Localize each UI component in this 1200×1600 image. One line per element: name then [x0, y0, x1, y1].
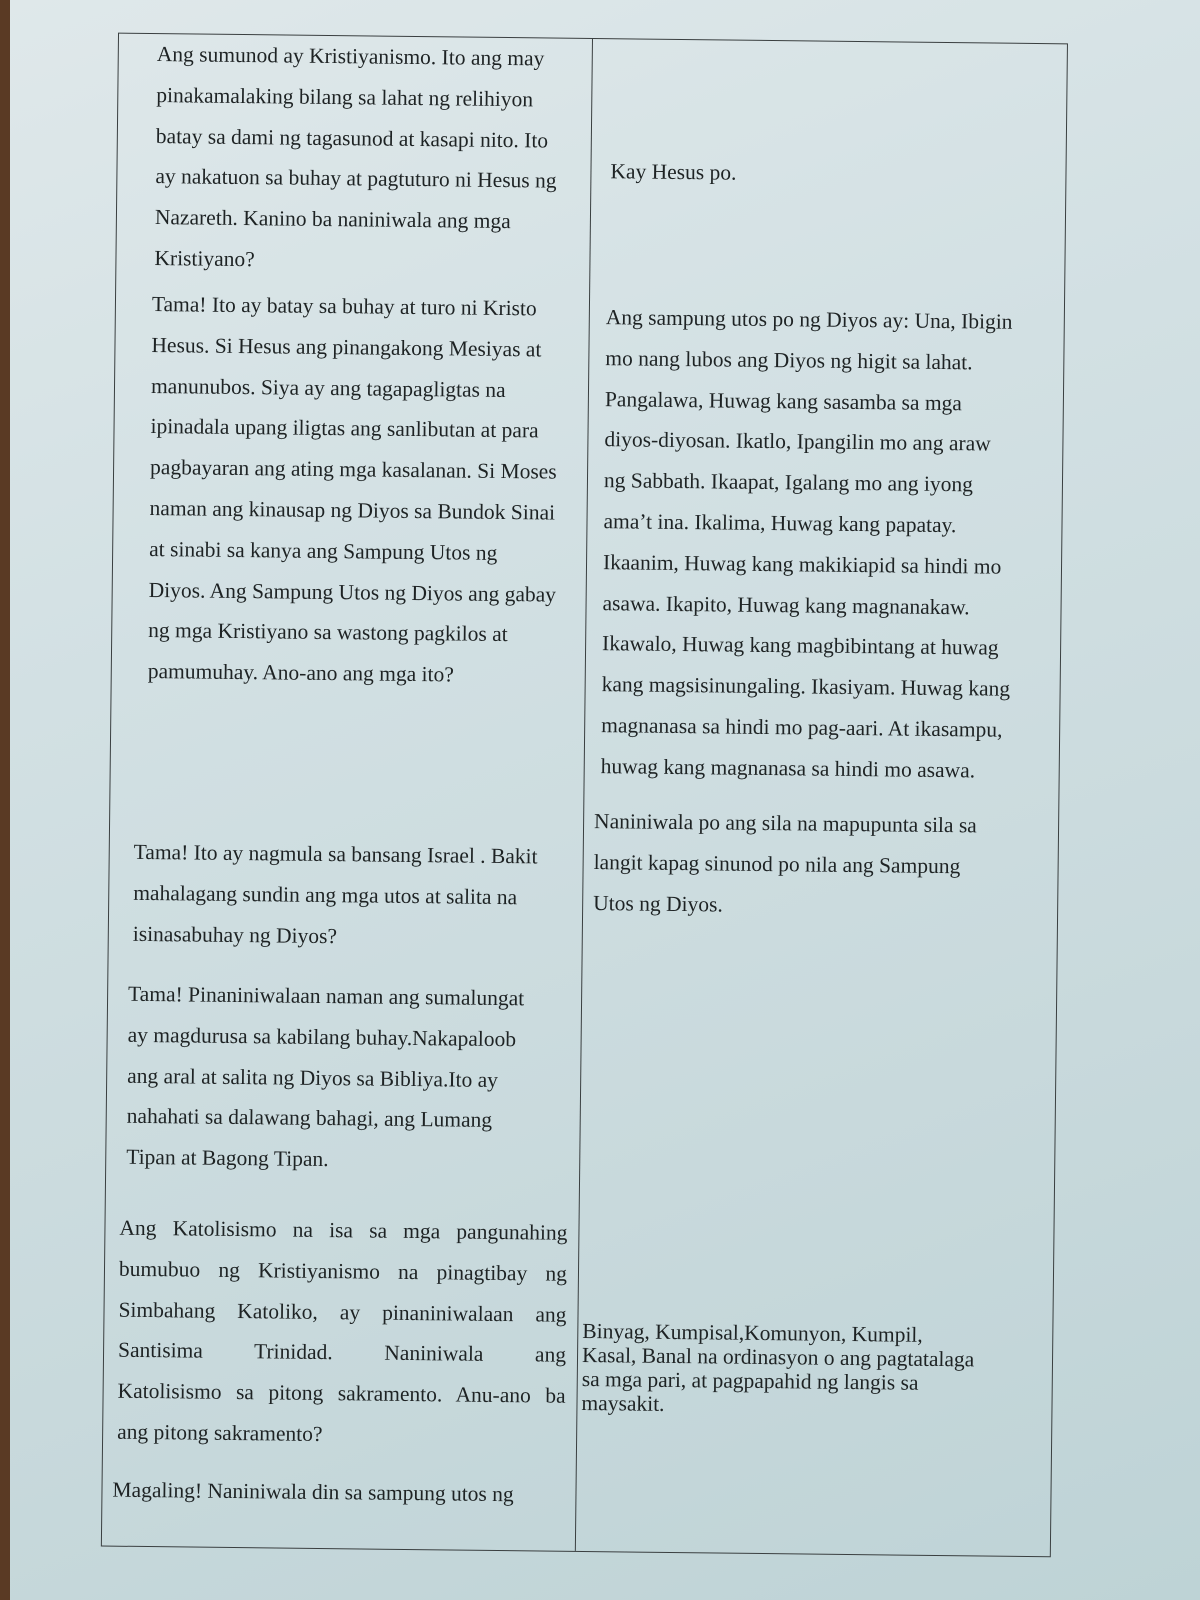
text-line: Katolisismo sa pitong sakramento. Anu-ano ba: [117, 1378, 566, 1408]
text-line: Hesus. Si Hesus ang pinangakong Mesiyas at: [151, 332, 542, 362]
answer-cell-1: [610, 151, 736, 193]
text-line: Tama! Ito ay nagmula sa bansang Israel . Bakit: [133, 839, 538, 869]
text-line: ama’t ina. Ikalima, Huwag kang papatay.: [603, 509, 957, 538]
text-line: manunubos. Siya ay ang tagapagligtas na: [150, 373, 506, 402]
text-line: naman ang kinausap ng Diyos sa Bundok Sinai: [149, 495, 556, 525]
text-line: mahalagang sundin ang mga utos at salita na: [133, 880, 518, 909]
text-line: isinasabuhay ng Diyos?: [132, 921, 338, 948]
text-line: Naniniwala po ang sila na mapupunta sila sa: [593, 809, 977, 838]
text-line: Ikawalo, Huwag kang magbibintang at huwag: [601, 631, 999, 661]
text-line: sa mga pari, at pagpapahid ng langis sa: [581, 1366, 919, 1395]
text-line: Pangalawa, Huwag kang sasamba sa mga: [604, 386, 963, 415]
text-line: maysakit.: [581, 1390, 665, 1416]
text-line: Simbahang Katoliko, ay pinaniniwalaan ang: [118, 1297, 567, 1327]
text-line: asawa. Ikapito, Huwag kang magnanakaw.: [602, 590, 970, 619]
text-line: magnanasa sa hindi mo pag-aari. At ikasampu,: [601, 713, 1003, 742]
text-line: Nazareth. Kanino ba naniniwala ang mga: [154, 205, 511, 234]
text-line: ipinadala upang iligtas ang sanlibutan at para: [150, 414, 539, 443]
question-cell-5: [117, 1208, 568, 1458]
text-line: langit kapag sinunod po nila ang Sampung: [593, 849, 961, 879]
text-line: Diyos. Ang Sampung Utos ng Diyos ang gabay: [148, 577, 557, 607]
text-line: Ang Katolisismo na isa sa mga pangunahing: [119, 1215, 568, 1245]
text-line: ang aral at salita ng Diyos sa Bibliya.Ito ay: [127, 1063, 499, 1092]
paper-sheet: [10, 0, 1200, 1600]
text-line: pinakamalaking bilang sa lahat ng relihiyon: [156, 82, 534, 112]
text-line: Binyag, Kumpisal,Komunyon, Kumpil,: [582, 1318, 923, 1347]
text-line: mo nang lubos ang Diyos ng higit sa lahat.: [605, 345, 973, 375]
text-line: pagbayaran ang ating mga kasalanan. Si Moses: [149, 455, 557, 484]
answer-cell-2: [601, 297, 1015, 791]
text-line: Ang sampung utos po ng Diyos ay: Una, Ibigin: [605, 305, 1013, 334]
text-line: batay sa dami ng tagasunod at kasapi nito. Ito: [155, 123, 549, 153]
text-line: Kay Hesus po.: [610, 159, 737, 185]
question-cell-2: [148, 284, 560, 697]
text-line: Utos ng Diyos.: [593, 890, 723, 917]
text-line: Ikaanim, Huwag kang makikiapid sa hindi mo: [602, 549, 1002, 579]
text-line: ng mga Kristiyano sa wastong pagkilos at: [148, 618, 508, 647]
question-cell-4: [126, 974, 524, 1182]
text-line: Santisima Trinidad. Naniniwala ang: [117, 1338, 567, 1368]
text-line: kang magsisinungaling. Ikasiyam. Huwag kang: [601, 672, 1011, 701]
text-line: Kasal, Banal na ordinasyon o ang pagtatalaga: [581, 1342, 975, 1372]
text-line: Kristiyano?: [154, 246, 255, 272]
text-line: diyos-diyosan. Ikatlo, Ipangilin mo ang araw: [604, 427, 991, 456]
text-line: Magaling! Naniniwala din sa sampung utos ng: [112, 1477, 514, 1507]
text-line: Ang sumunod ay Kristiyanismo. Ito ang may: [156, 42, 545, 71]
text-line: Tama! Ito ay batay sa buhay at turo ni Kristo: [151, 292, 537, 321]
text-line: nahahati sa dalawang bahagi, ang Lumang: [126, 1104, 493, 1133]
text-line: Tipan at Bagong Tipan.: [126, 1144, 329, 1172]
question-cell-1: [154, 34, 558, 283]
question-cell-6: [112, 1470, 514, 1515]
text-line: pamumuhay. Ano-ano ang mga ito?: [147, 659, 455, 687]
question-cell-3: [133, 832, 538, 959]
text-line: ng Sabbath. Ikaapat, Igalang mo ang iyong: [603, 468, 974, 497]
text-line: at sinabi sa kanya ang Sampung Utos ng: [149, 536, 498, 565]
text-line: ay nakatuon sa buhay at pagtuturo ni Hesus ng: [155, 164, 557, 193]
text-line: ang pitong sakramento?: [117, 1419, 323, 1447]
answer-cell-3: [593, 801, 977, 928]
answer-cell-5: [581, 1319, 974, 1419]
text-line: huwag kang magnanasa sa hindi mo asawa.: [600, 753, 976, 783]
text-line: Tama! Pinaniniwalaan naman ang sumalungat: [127, 981, 525, 1011]
text-line: ay magdurusa sa kabilang buhay.Nakapaloob: [127, 1022, 517, 1051]
text-line: bumubuo ng Kristiyanismo na pinagtibay ng: [118, 1256, 568, 1286]
lesson-table: [101, 33, 1068, 1558]
